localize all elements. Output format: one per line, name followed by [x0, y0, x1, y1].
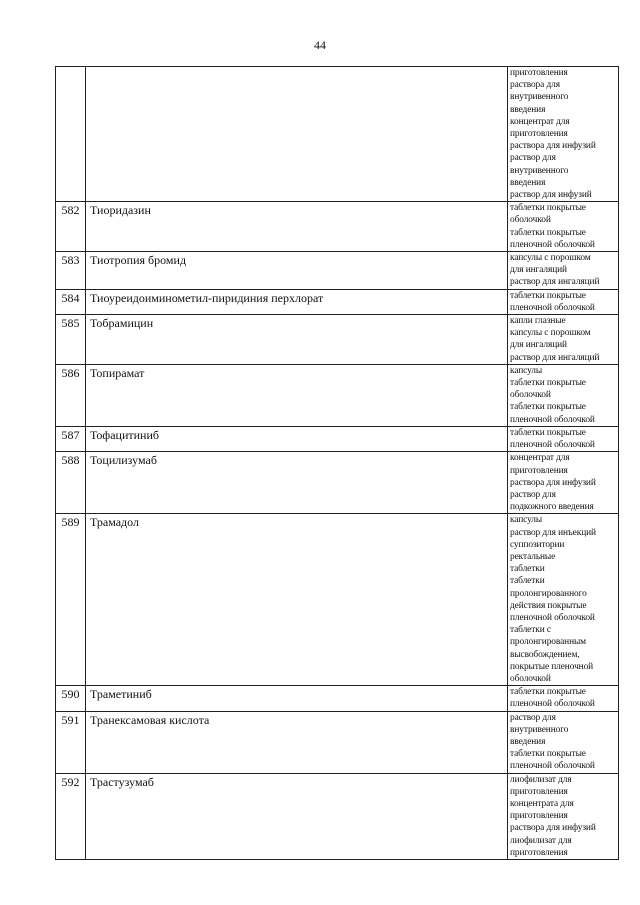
dosage-form-line: ректальные	[510, 551, 556, 562]
dosage-form-line: таблетки покрытые	[510, 427, 586, 438]
dosage-form-line: пролонгированного	[510, 588, 587, 599]
drug-name: Тобрамицин	[86, 315, 508, 365]
dosage-form-line: приготовления	[510, 786, 568, 797]
dosage-form-line: суппозитории	[510, 539, 565, 550]
dosage-form-line: пленочной оболочкой	[510, 440, 595, 451]
dosage-form-line: капсулы	[510, 365, 543, 376]
table-row	[56, 711, 619, 773]
dosage-form-line: высвобождением,	[510, 649, 580, 660]
dosage-form-line: раствор для инъекций	[510, 527, 596, 538]
table-row	[56, 364, 619, 426]
dosage-form-line: оболочкой	[510, 673, 551, 684]
dosage-form-line: раствор для ингаляций	[510, 277, 600, 288]
dosage-forms	[508, 315, 619, 365]
dosage-form-line: раствор для	[510, 489, 556, 500]
drug-table	[55, 66, 619, 860]
dosage-form-line: таблетки покрытые	[510, 290, 586, 301]
dosage-form-line: пролонгированным	[510, 637, 587, 648]
dosage-form-line: таблетки	[510, 576, 545, 587]
row-number: 589	[56, 514, 86, 686]
dosage-form-line: раствора для	[510, 80, 560, 91]
row-number: 590	[56, 686, 86, 711]
dosage-form-line: приготовления	[510, 465, 568, 476]
dosage-form-line: капли глазные	[510, 316, 566, 327]
row-number: 591	[56, 711, 86, 773]
drug-name: Топирамат	[86, 364, 508, 426]
dosage-form-line: внутривенного	[510, 724, 569, 735]
dosage-form-line: раствора для инфузий	[510, 823, 596, 834]
dosage-form-line: оболочкой	[510, 215, 551, 226]
table-row	[56, 426, 619, 451]
dosage-form-line: пленочной оболочкой	[510, 239, 595, 250]
drug-name: Тиоридазин	[86, 202, 508, 252]
dosage-forms	[508, 67, 619, 202]
row-number: 583	[56, 252, 86, 290]
row-number: 592	[56, 773, 86, 859]
dosage-form-line: лиофилизат для	[510, 774, 572, 785]
dosage-form-line: раствора для инфузий	[510, 477, 596, 488]
table-row	[56, 514, 619, 686]
dosage-form-line: пленочной оболочкой	[510, 414, 595, 425]
dosage-form-line: пленочной оболочкой	[510, 302, 595, 313]
row-number: 586	[56, 364, 86, 426]
dosage-form-line: раствора для инфузий	[510, 141, 596, 152]
dosage-form-line: капсулы с порошком	[510, 328, 591, 339]
dosage-form-line: действия покрытые	[510, 600, 587, 611]
table-row	[56, 252, 619, 290]
dosage-form-line: приготовления	[510, 811, 568, 822]
dosage-form-line: концентрат для	[510, 453, 570, 464]
dosage-form-line: раствор для инфузий	[510, 190, 592, 201]
drug-name: Траметиниб	[86, 686, 508, 711]
row-number: 588	[56, 452, 86, 514]
dosage-form-line: внутривенного	[510, 92, 569, 103]
dosage-form-line: приготовления	[510, 847, 568, 858]
dosage-form-line: таблетки с	[510, 625, 551, 636]
dosage-form-line: пленочной оболочкой	[510, 612, 595, 623]
table-body	[56, 67, 619, 860]
drug-name: Тофацитиниб	[86, 426, 508, 451]
drug-name: Транексамовая кислота	[86, 711, 508, 773]
dosage-form-line: раствор для ингаляций	[510, 352, 600, 363]
table-row	[56, 452, 619, 514]
dosage-form-line: капсулы	[510, 515, 543, 526]
dosage-form-line: концентрата для	[510, 798, 574, 809]
drug-name	[86, 67, 508, 202]
dosage-forms	[508, 252, 619, 290]
dosage-forms	[508, 514, 619, 686]
dosage-form-line: пленочной оболочкой	[510, 699, 595, 710]
drug-name: Трастузумаб	[86, 773, 508, 859]
dosage-forms	[508, 289, 619, 314]
row-number: 584	[56, 289, 86, 314]
dosage-form-line: для ингаляций	[510, 265, 567, 276]
page-number: 44	[314, 38, 326, 52]
dosage-forms	[508, 426, 619, 451]
table-row	[56, 67, 619, 202]
drug-name: Тоцилизумаб	[86, 452, 508, 514]
dosage-form-line: таблетки покрытые	[510, 402, 586, 413]
drug-name: Тиотропия бромид	[86, 252, 508, 290]
table-row	[56, 686, 619, 711]
dosage-forms	[508, 364, 619, 426]
dosage-form-line: оболочкой	[510, 390, 551, 401]
drug-name: Трамадол	[86, 514, 508, 686]
dosage-forms	[508, 686, 619, 711]
dosage-form-line: таблетки покрытые	[510, 227, 586, 238]
dosage-form-line: капсулы с порошком	[510, 253, 591, 264]
dosage-form-line: таблетки покрытые	[510, 749, 586, 760]
dosage-form-line: таблетки покрытые	[510, 687, 586, 698]
dosage-form-line: подкожного введения	[510, 502, 594, 513]
dosage-form-line: раствор для	[510, 153, 556, 164]
dosage-forms	[508, 202, 619, 252]
dosage-form-line: раствор для	[510, 712, 556, 723]
dosage-form-line: покрытые пленочной	[510, 661, 594, 672]
dosage-forms	[508, 711, 619, 773]
dosage-form-line: введения	[510, 177, 546, 188]
row-number	[56, 67, 86, 202]
dosage-forms	[508, 452, 619, 514]
table-row	[56, 202, 619, 252]
row-number: 585	[56, 315, 86, 365]
dosage-form-line: лиофилизат для	[510, 835, 572, 846]
dosage-form-line: для ингаляций	[510, 340, 567, 351]
dosage-form-line: таблетки	[510, 564, 545, 575]
dosage-form-line: таблетки покрытые	[510, 378, 586, 389]
row-number: 582	[56, 202, 86, 252]
row-number: 587	[56, 426, 86, 451]
dosage-form-line: внутривенного	[510, 165, 569, 176]
table-row	[56, 315, 619, 365]
drug-name: Тиоуреидоиминометил-пиридиния перхлорат	[86, 289, 508, 314]
dosage-form-line: пленочной оболочкой	[510, 761, 595, 772]
dosage-form-line: таблетки покрытые	[510, 203, 586, 214]
dosage-form-line: приготовления	[510, 68, 568, 78]
dosage-form-line: введения	[510, 736, 546, 747]
dosage-forms	[508, 773, 619, 859]
dosage-form-line: концентрат для	[510, 116, 570, 127]
table-row	[56, 289, 619, 314]
dosage-form-line: приготовления	[510, 129, 568, 140]
table-row	[56, 773, 619, 859]
dosage-form-line: введения	[510, 104, 546, 115]
